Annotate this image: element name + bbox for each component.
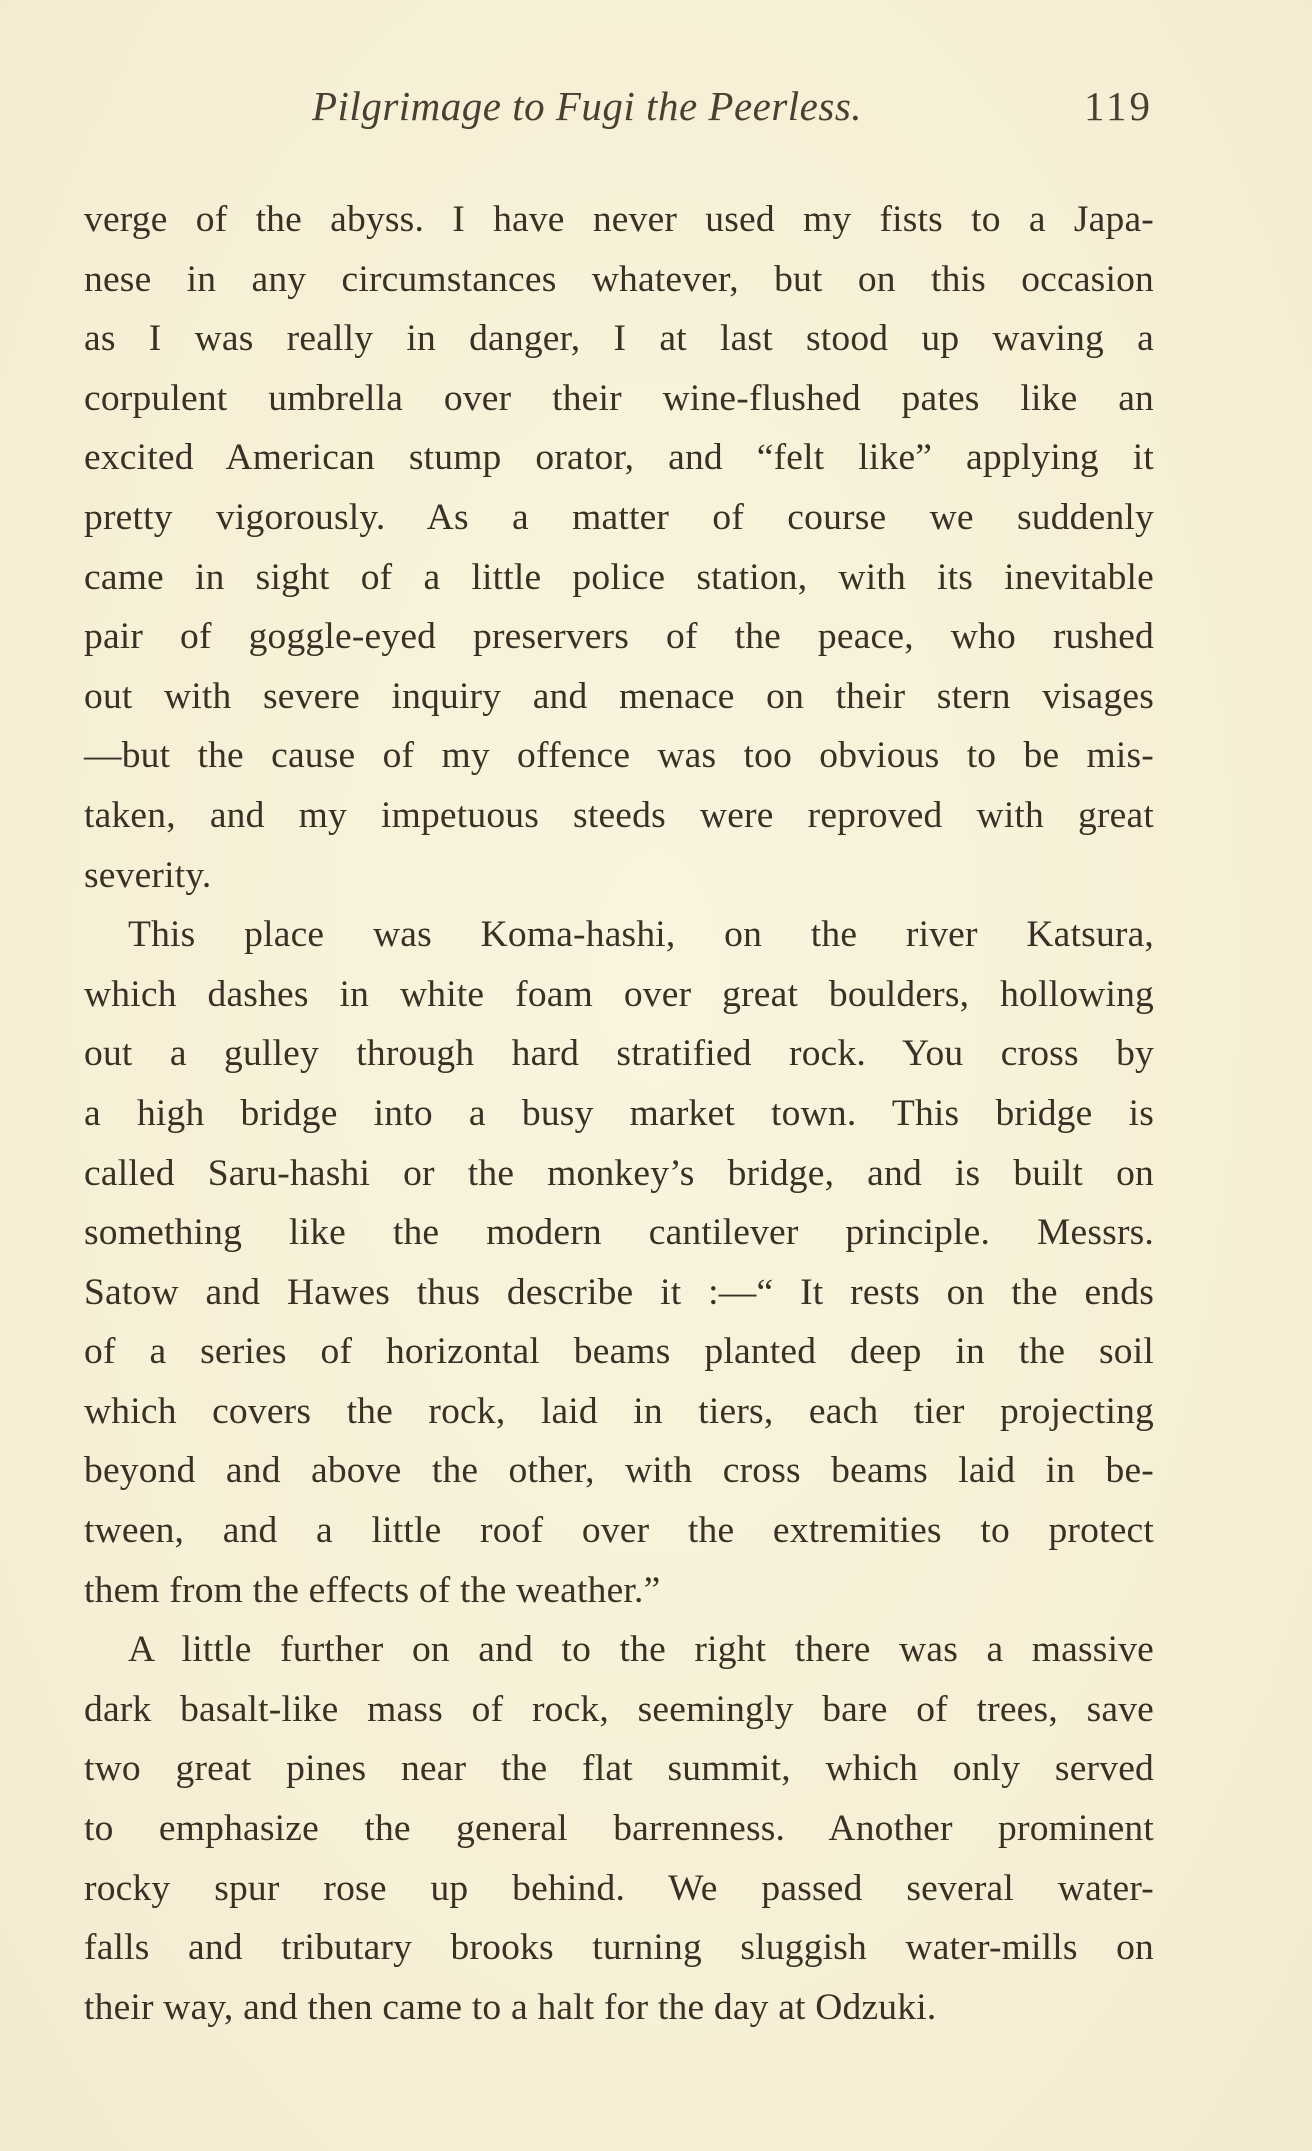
text-line: —but the cause of my offence was too obvious to be mis- (84, 735, 1154, 777)
text-line: them from the effects of the weather.” (84, 1569, 661, 1611)
text-line: A little further on and to the right there was a massive (128, 1629, 1154, 1671)
text-line: called Saru-hashi or the monkey’s bridge, and is built on (84, 1152, 1154, 1194)
text-line: of a series of horizontal beams planted deep in the soil (84, 1331, 1154, 1373)
text-line: falls and tributary brooks turning sluggish water-mills on (84, 1927, 1154, 1969)
running-head (0, 82, 1312, 142)
text-line: verge of the abyss. I have never used my fists to a Japa- (84, 199, 1154, 240)
body-text (84, 190, 1154, 2037)
text-line: pair of goggle-eyed preservers of the peace, who rushed (84, 616, 1154, 658)
text-line: pretty vigorously. As a matter of course we suddenly (84, 496, 1154, 538)
text-line: came in sight of a little police station, with its inevitable (84, 556, 1154, 598)
page-number: 119 (1084, 83, 1153, 129)
running-title: Pilgrimage to Fugi the Peerless. (312, 83, 863, 129)
text-line: nese in any circumstances whatever, but on this occasion (84, 258, 1154, 300)
text-line: which dashes in white foam over great boulders, hollowing (84, 973, 1154, 1015)
text-line: as I was really in danger, I at last stood up waving a (84, 318, 1154, 360)
text-line: excited American stump orator, and “felt like” applying it (84, 437, 1154, 479)
text-line: a high bridge into a busy market town. This bridge is (84, 1092, 1154, 1134)
text-line: tween, and a little roof over the extremities to protect (84, 1510, 1154, 1552)
text-line: corpulent umbrella over their wine-flushed pates like an (84, 377, 1154, 419)
text-line: taken, and my impetuous steeds were reproved with great (84, 794, 1154, 836)
text-line: Satow and Hawes thus describe it :—“ It rests on the ends (84, 1271, 1154, 1313)
text-line: out with severe inquiry and menace on their stern visages (84, 675, 1154, 717)
text-line: their way, and then came to a halt for the day at Odzuki. (84, 1986, 937, 2028)
text-line: which covers the rock, laid in tiers, each tier projecting (84, 1390, 1154, 1432)
text-line: dark basalt-like mass of rock, seemingly bare of trees, save (84, 1688, 1154, 1730)
text-line: beyond and above the other, with cross beams laid in be- (84, 1450, 1154, 1492)
text-line: severity. (84, 854, 212, 896)
text-line: two great pines near the flat summit, which only served (84, 1748, 1154, 1790)
text-line: rocky spur rose up behind. We passed several water- (84, 1867, 1154, 1909)
text-line: out a gulley through hard stratified rock. You cross by (84, 1033, 1154, 1075)
text-line: This place was Koma-hashi, on the river Katsura, (128, 914, 1154, 956)
text-line: to emphasize the general barrenness. Another prominent (84, 1808, 1154, 1850)
text-line: something like the modern cantilever principle. Messrs. (84, 1212, 1154, 1254)
